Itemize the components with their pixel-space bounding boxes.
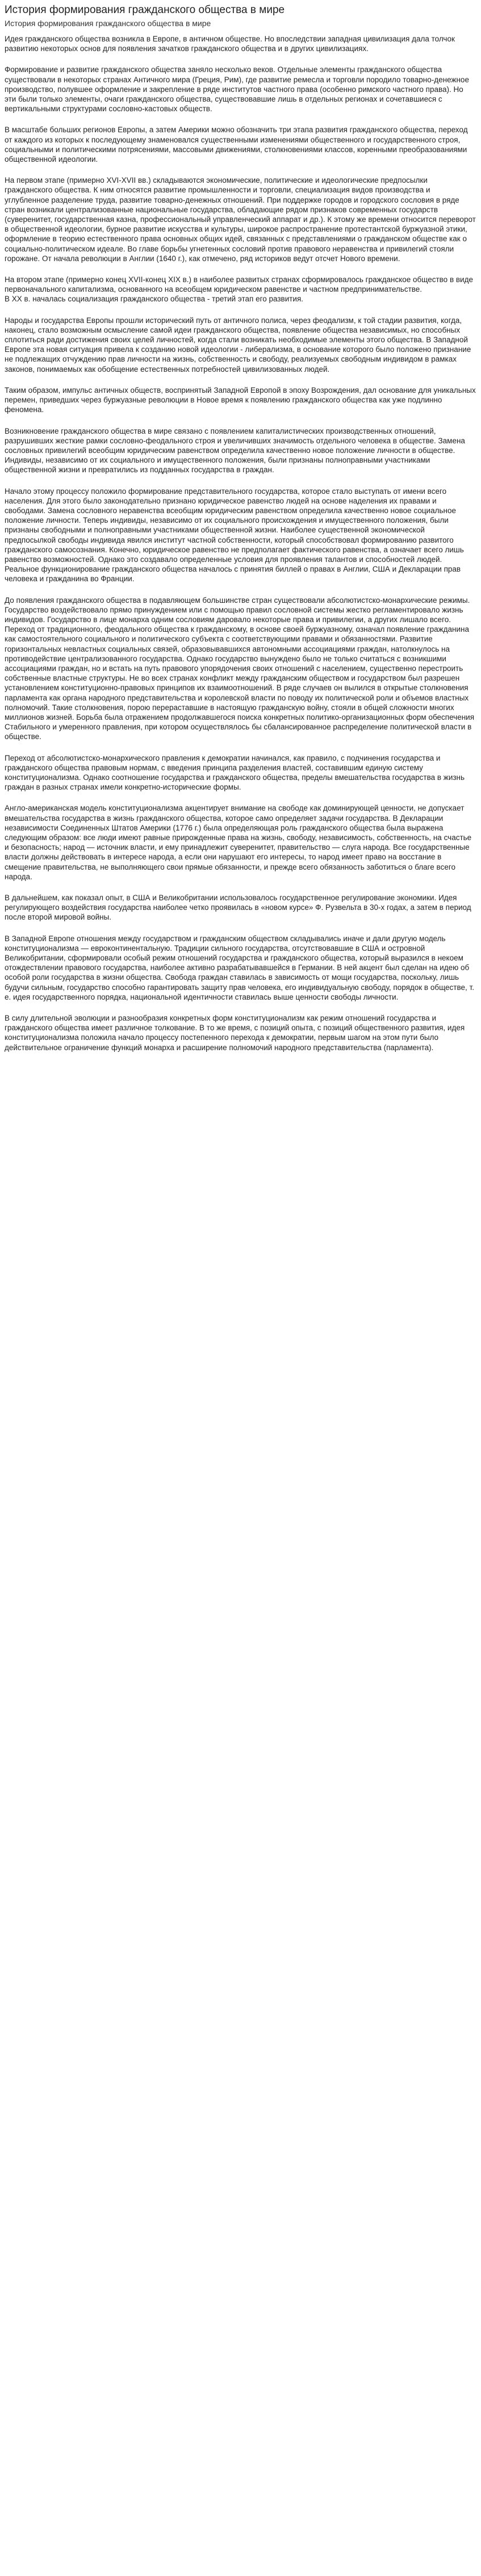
article-body [5,34,476,1052]
article-paragraph: Идея гражданского общества возникла в Европе, в античном обществе. Но впоследствии западная цивилизация дала толчок развитию некоторых основ для появления зачатков гражданского общества и в других цивилизациях. [5,35,455,53]
article-paragraph: В дальнейшем, как показал опыт, в США и Великобритании использовалось государственное регулирование экономики. Идея регулирующего воздействия государства наиболее четко проявилась в «новом курсе» Ф. Рузвельта в 30-х годах, а затем в период после второй мировой войны. [5,893,471,922]
article-paragraph: До появления гражданского общества в подавляющем большинстве стран существовали абсолютистско-монархические режимы. Государство воздействовало прямо принуждением или с помощью правил сословной системы жестко регламентировало жизнь индивидов. Государство в лице монарха одним сословиям даровало некоторые права и привилегии, а других лишало всего. Переход от традиционного, феодального общества к гражданскому, в основе своей буржуазному, означал появление гражданина как самостоятельного социального и политического субъекта с соответствующими правами и обязанностями. Развитие горизонтальных невластных социальных связей, образовывавшихся автономными ассоциациями граждан, натолкнулось на противодействие централизованного государства. Однако государство вынуждено было не только считаться с возникшими ассоциациями граждан, но и встать на путь правового упорядочения своих отношений с населением, существенно перестроить собственные властные структуры. Не во всех странах конфликт между гражданским обществом и государством был разрешен установлением конституционно-правовых принципов их взаимоотношений. В ряде случаев он вылился в открытые столкновения парламента как органа народного представительства и королевской власти по поводу их политической роли и объемов властных полномочий. Такие столкновения, порою перераставшие в настоящую гражданскую войну, стояли в общей сложности многих миллионов жизней. Борьба была отражением продолжавшегося поиска конкретных политико-организационных форм обеспечения Стабильного и умеренного правления, при котором осуществлялось бы сбалансированное распределение политической власти в обществе. [5,595,475,741]
article-paragraph: Народы и государства Европы прошли исторический путь от античного полиса, через феодализм, к той стадии развития, когда, наконец, стало возможным осмысление самой идеи гражданского общества, появление общества независимых, но способных сплотиться ради достижения своих целей личностей, когда стали возникать необходимые элементы этого общества. В Западной Европе эта новая ситуация привела к созданию новой идеологии - либерализма, в основание которого было положено признание не подлежащих отчуждению прав личности на жизнь, собственность и свободу, реализуемых свободным индивидом в рамках законов, понимаемых как обобщение естественных потребностей цивилизованных людей. [5,316,471,374]
article-paragraph: На первом этапе (примерно XVI-XVII вв.) складываются экономические, политические и идеологические предпосылки гражданского общества. К ним относятся развитие промышленности и торговли, специализация видов производства и углубленное разделение труда, развитие товарно-денежных отношений. При поддержке городов и городского сословия в ряде стран возникали централизованные национальные государства, обладающие рядом признаков современных государств (суверенитет, государственная казна, профессиональный управленческий аппарат и др.). К этому же времени относится переворот в общественной идеологии, бурное развитие искусства и культуры, широкое распространение протестантской буржуазной этики, оформление в теорию естественного права основных общих идей, связанных с представлениями о гражданском обществе как о социально-политическом идеале. Во главе борьбы угнетенных сословий против правового неравенства и привилегий стояли горожане. От начала революции в Англии (1640 г.), как отмечено, ряд историков ведут отсчет Нового времени. [5,176,476,263]
article-paragraph: В масштабе больших регионов Европы, а затем Америки можно обозначить три этапа развития гражданского общества, переход от каждого из которых к последующему знаменовался существенными изменениями общественного и государственного строя, социальными и политическими потрясениями, массовыми движениями, столкновениями классов, коренными преобразованиями общественной идеологии. [5,125,468,164]
article-paragraph: В силу длительной эволюции и разнообразия конкретных форм конституционализм как режим отношений государства и гражданского общества имеет различное толкование. В то же время, с позиций опыта, с позиций общественного развития, идея конституционализма положила начало процессу постепенного перехода к демократии, первым шагом на этом пути было действительное ограничение функций монарха и расширение полномочий народного представительства (парламента). [5,1014,465,1052]
article-paragraph: На втором этапе (примерно конец XVII-конец XIX в.) в наиболее развитых странах сформировалось гражданское общество в виде первоначального капитализма, основанного на всеобщем юридическом равенстве и частном предпринимательстве. В XX в. началась социализация гражданского общества - третий этап его развития. [5,275,473,304]
article-subtitle: История формирования гражданского общества в мире [5,19,211,28]
article-paragraph: Возникновение гражданского общества в мире связано с появлением капиталистических производственных отношений, разрушивших жесткие рамки сословно-феодального строя и увеличивших значимость отдельного человека в обществе. Замена сословных привилегий всеобщим юридическим равенством определила качественно новое положение личности в обществе. Индивиды, независимо от их социального и имущественного положения, были признаны полноправными участниками общественной жизни и превратились из подданных государства в граждан. [5,426,465,475]
article-paragraph: Англо-американская модель конституционализма акцентирует внимание на свободе как доминирующей ценности, не допускает вмешательства государства в жизнь гражданского общества, которое само определяет задачи государства. В Декларации независимости Соединенных Штатов Америки (1776 г.) была определяющая роль гражданского общества была выражена следующим образом: все люди имеют равные прирожденные права на жизнь, свободу, независимость, собственность, на счастье и безопасность; народ — источник власти, и ему принадлежит суверенитет, правительство — слуга народа. Все государственные власти должны действовать в интересе народа, а если они нарушают его интересы, то народ имеет право на восстание в смещение правительства, не выполняющего свои прямые обязанности, и прежде всего обязанность заботиться о благе всего народа. [5,804,472,881]
article-title: История формирования гражданского общества в мире [5,4,285,16]
article-paragraph: Таким образом, импульс античных обществ, воспринятый Западной Европой в эпоху Возрождения, дал основание для уникальных перемен, приведших через буржуазные революции в Новое время к появлению гражданского общества как уже подлинно феномена. [5,385,476,414]
article-paragraph: Начало этому процессу положило формирование представительного государства, которое стало выступать от имени всего населения. Для этого было законодательно признано юридическое равенство людей на основе наделения их правами и свободами. Замена сословного неравенства всеобщим юридическим равенством определила качественно новое социальное положение личности. Теперь индивиды, независимо от их социального происхождения и имущественного положения, были признаны свободными и полноправными участниками общественной жизни. Наиболее существенной экономической предпосылкой свободы индивида явился институт частной собственности, который способствовал формированию развитого гражданского самосознания. Конечно, юридическое равенство не предполагает фактического равенства, а означает всего лишь равенство возможностей. Однако это создавало определенные условия для проявления талантов и способностей людей. Реальное функционирование гражданского общества началось с принятия биллей о правах в Англии, США и Декларации прав человека и гражданина во Франции. [5,486,464,584]
article-paragraph: В Западной Европе отношения между государством и гражданским обществом складывались иначе и дали другую модель конституционализма — евроконтинентальную. Традиции сильного государства, отсутствовавшие в США и островной Великобритании, сформировали особый режим отношений государства и гражданского общества, который выразился в некоем отождествлении правового государства, наиболее активно разрабатывавшейся в Германии. В ней акцент был сделан на идею об особой роли государства в жизни общества. Свобода граждан ставилась в зависимость от мощи государства, поскольку, лишь будучи сильным, государство способно гарантировать защиту прав человека, его индивидуальную свободу, порядок в обществе, т. е. идея государственного порядка, национальной идентичности ставилась выше ценности свободы личности. [5,934,474,1001]
article-paragraph: Формирование и развитие гражданского общества заняло несколько веков. Отдельные элементы гражданского общества существовали в некоторых странах Античного мира (Греция, Рим), где развитие ремесла и торговли породило товарно-денежное производство, полувшее оформление и закрепление в ряде институтов частного права (особенно римского частного права). Но эти были только элементы, очаги гражданского общества, существовавшие лишь в отдельных регионах и сочетавшиеся с вертикальными структурами сословно-кастовых обществ. [5,65,469,114]
article-paragraph: Переход от абсолютистско-монархического правления к демократии начинался, как правило, с подчинения государства и гражданского общества правовым нормам, с введения принципа разделения властей, составившим единую систему конституционализма. Однако соотношение государства и гражданского общества, пределы вмешательства государства в жизнь граждан в разных странах имели конкретно-исторические формы. [5,753,465,792]
